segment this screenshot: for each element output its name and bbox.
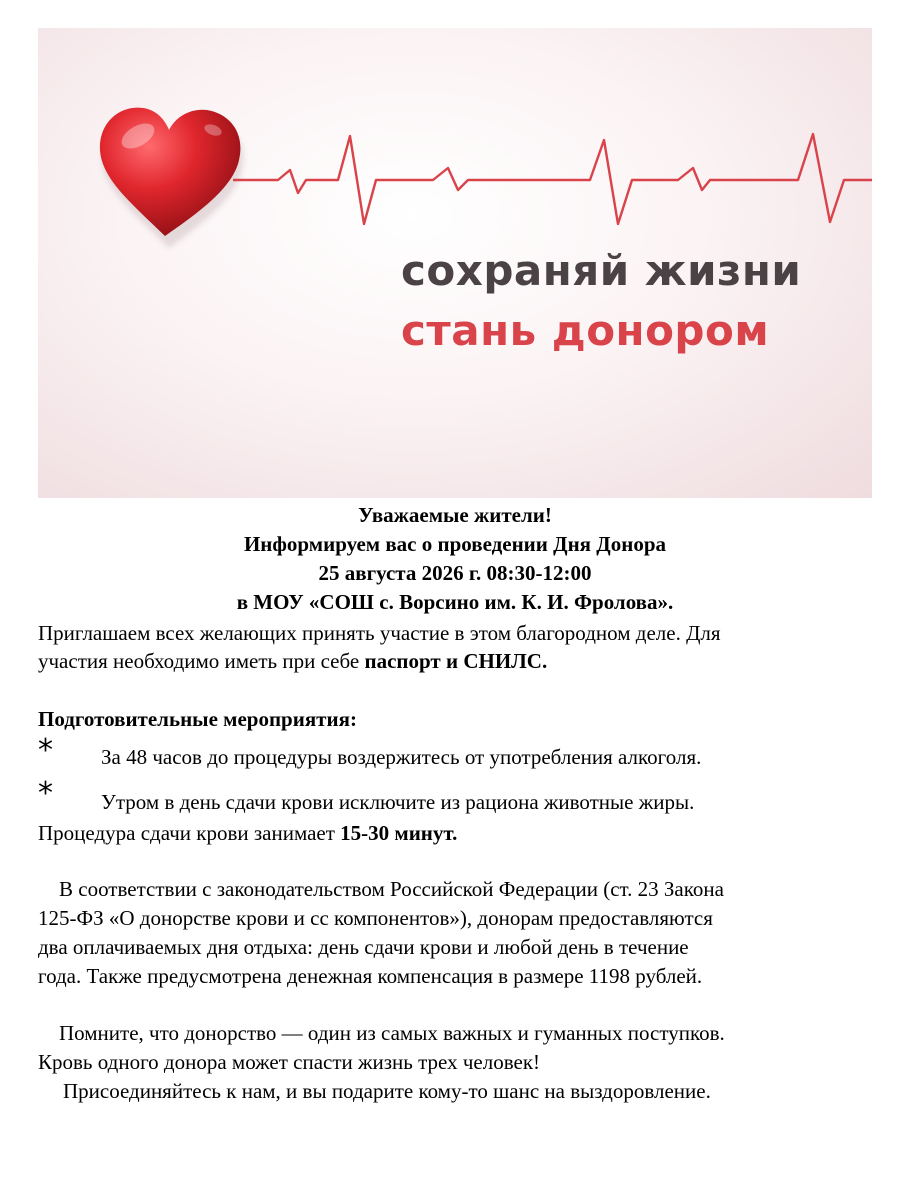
prep-item: Утром в день сдачи крови исключите из рациона животные жиры.: [101, 790, 695, 814]
invite-line-2-text: участия необходимо иметь при себе: [38, 649, 365, 673]
closing-line-3: Присоединяйтесь к нам, и вы подарите кому-то шанс на выздоровление.: [63, 1079, 711, 1103]
bullet-star-icon: *: [38, 776, 53, 811]
closing-line-1: Помните, что донорство — один из самых важных и гуманных поступков.: [59, 1021, 725, 1045]
prep-heading: Подготовительные мероприятия:: [38, 707, 357, 731]
heart-icon: [100, 108, 240, 236]
invite-line-1: Приглашаем всех желающих принять участие в этом благородном деле. Для: [38, 621, 721, 645]
event-place: в МОУ «СОШ с. Ворсино им. К. И. Фролова».: [236, 590, 674, 614]
slogan-line-1: сохраняй жизни: [401, 246, 802, 295]
law-line-3: два оплачиваемых дня отдыха: день сдачи крови и любой день в течение: [38, 935, 689, 959]
procedure-duration-value: 15-30 минут.: [340, 821, 458, 845]
invite-line-2: [38, 648, 547, 674]
procedure-duration-text: Процедура сдачи крови занимает: [38, 821, 341, 845]
law-line-2: 125-ФЗ «О донорстве крови и сс компонентов»), донорам предоставляются: [38, 906, 713, 930]
inform-heading: Информируем вас о проведении Дня Донора: [243, 532, 667, 556]
procedure-duration: [38, 820, 457, 846]
closing-line-2: Кровь одного донора может спасти жизнь трех человек!: [38, 1050, 541, 1074]
greeting-heading: Уважаемые жители!: [358, 503, 552, 527]
prep-item: За 48 часов до процедуры воздержитесь от употребления алкоголя.: [101, 745, 702, 769]
donor-banner: [38, 28, 872, 498]
bullet-star-icon: *: [38, 733, 53, 768]
law-line-4: года. Также предусмотрена денежная компенсация в размере 1198 рублей.: [38, 964, 703, 988]
documents-required: паспорт и СНИЛС.: [364, 649, 548, 673]
slogan-line-2: стань донором: [401, 306, 770, 355]
law-line-1: В соответствии с законодательством Российской Федерации (ст. 23 Закона: [59, 877, 724, 901]
pulse-line: [233, 134, 872, 224]
event-datetime: 25 августа 2026 г. 08:30-12:00: [318, 561, 592, 585]
